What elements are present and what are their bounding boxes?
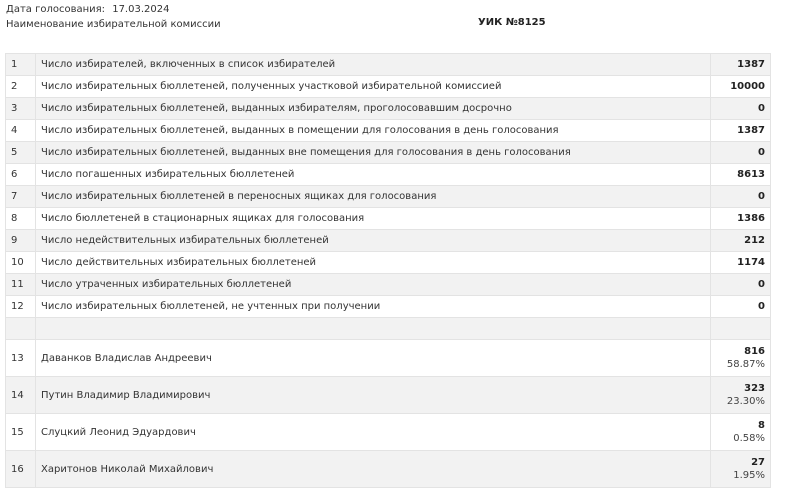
row-label: Число утраченных избирательных бюллетеней — [36, 274, 711, 296]
row-number: 7 — [6, 186, 36, 208]
row-value: 0 — [711, 186, 771, 208]
row-label: Число избирательных бюллетеней, выданных избирателям, проголосовавшим досрочно — [36, 98, 711, 120]
table-row — [6, 98, 771, 120]
row-label: Число избирательных бюллетеней, полученных участковой избирательной комиссией — [36, 76, 711, 98]
row-number: 5 — [6, 142, 36, 164]
row-value: 1387 — [711, 54, 771, 76]
row-number: 2 — [6, 76, 36, 98]
candidate-name: Слуцкий Леонид Эдуардович — [36, 414, 711, 451]
row-value: 10000 — [711, 76, 771, 98]
candidate-name: Даванков Владислав Андреевич — [36, 340, 711, 377]
voting-date-line — [6, 2, 566, 17]
row-number: 16 — [6, 451, 36, 488]
row-value: 1174 — [711, 252, 771, 274]
voting-date-value: 17.03.2024 — [112, 4, 170, 15]
row-label: Число избирателей, включенных в список избирателей — [36, 54, 711, 76]
commission-value: УИК №8125 — [478, 17, 546, 28]
row-number: 6 — [6, 164, 36, 186]
row-number: 3 — [6, 98, 36, 120]
table-row — [6, 296, 771, 318]
table-row — [6, 252, 771, 274]
commission-label: Наименование избирательной комиссии — [6, 19, 221, 30]
candidate-votes: 323 — [744, 383, 765, 394]
row-number: 8 — [6, 208, 36, 230]
candidate-votes: 816 — [744, 346, 765, 357]
row-label: Число действительных избирательных бюллетеней — [36, 252, 711, 274]
separator-cell — [6, 318, 36, 340]
table-row — [6, 120, 771, 142]
candidate-row — [6, 451, 771, 488]
candidate-row — [6, 340, 771, 377]
candidate-result — [711, 340, 771, 377]
separator-cell — [711, 318, 771, 340]
table-row — [6, 230, 771, 252]
candidate-row — [6, 377, 771, 414]
row-number: 11 — [6, 274, 36, 296]
row-number: 13 — [6, 340, 36, 377]
row-label: Число избирательных бюллетеней, выданных вне помещения для голосования в день голосования — [36, 142, 711, 164]
row-label: Число избирательных бюллетеней, выданных в помещении для голосования в день голосования — [36, 120, 711, 142]
row-label: Число бюллетеней в стационарных ящиках для голосования — [36, 208, 711, 230]
candidate-result — [711, 414, 771, 451]
candidate-result — [711, 451, 771, 488]
row-number: 14 — [6, 377, 36, 414]
row-value: 0 — [711, 296, 771, 318]
separator-row — [6, 318, 771, 340]
row-number: 9 — [6, 230, 36, 252]
table-row — [6, 76, 771, 98]
table-row — [6, 142, 771, 164]
table-row — [6, 186, 771, 208]
row-value: 0 — [711, 98, 771, 120]
candidate-votes: 27 — [751, 457, 765, 468]
row-value: 212 — [711, 230, 771, 252]
candidate-name: Харитонов Николай Михайлович — [36, 451, 711, 488]
row-number: 12 — [6, 296, 36, 318]
row-number: 10 — [6, 252, 36, 274]
row-value: 1386 — [711, 208, 771, 230]
row-label: Число избирательных бюллетеней, не учтенных при получении — [36, 296, 711, 318]
row-label: Число избирательных бюллетеней в переносных ящиках для голосования — [36, 186, 711, 208]
separator-cell — [36, 318, 711, 340]
table-row — [6, 274, 771, 296]
row-value: 0 — [711, 142, 771, 164]
voting-date-label: Дата голосования: — [6, 4, 106, 15]
row-label: Число погашенных избирательных бюллетеней — [36, 164, 711, 186]
row-label: Число недействительных избирательных бюллетеней — [36, 230, 711, 252]
candidate-percent: 23.30% — [726, 396, 765, 407]
row-value: 0 — [711, 274, 771, 296]
row-value: 1387 — [711, 120, 771, 142]
candidate-percent: 58.87% — [726, 359, 765, 370]
candidate-percent: 1.95% — [733, 470, 765, 481]
row-number: 15 — [6, 414, 36, 451]
candidate-result — [711, 377, 771, 414]
candidate-percent: 0.58% — [733, 433, 765, 444]
results-table-body — [6, 54, 771, 488]
results-table — [5, 53, 771, 488]
table-row — [6, 54, 771, 76]
candidate-name: Путин Владимир Владимирович — [36, 377, 711, 414]
row-number: 4 — [6, 120, 36, 142]
candidate-votes: 8 — [758, 420, 765, 431]
table-row — [6, 164, 771, 186]
table-row — [6, 208, 771, 230]
row-number: 1 — [6, 54, 36, 76]
candidate-row — [6, 414, 771, 451]
row-value: 8613 — [711, 164, 771, 186]
